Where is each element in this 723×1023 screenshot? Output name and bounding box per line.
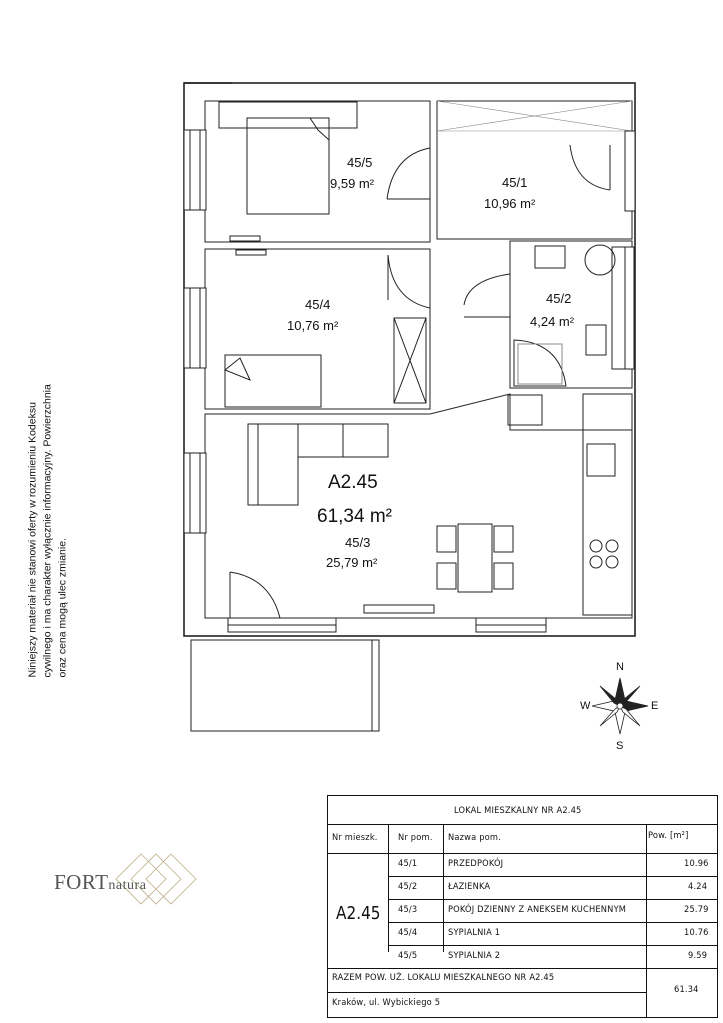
compass-west-label: W [580,700,591,712]
compass-south-label: S [616,740,624,752]
room-45-3-outline [205,394,632,618]
table-title: LOKAL MIESZKALNY NR A2.45 [454,806,582,816]
compass-east-label: E [651,700,659,712]
room-45-2-code: 45/2 [546,291,572,306]
room-area-table [327,795,718,1018]
row-area: 10.76 [684,928,709,938]
room-45-1-outline [437,101,632,239]
apartment-area: 61,34 m² [317,506,392,527]
compass-rose [592,678,648,734]
row-room-name: SYPIALNIA 1 [448,928,501,938]
room-45-3-area: 25,79 m² [326,555,378,570]
apartment-number-cell: A2.45 [336,903,381,924]
row-room-number: 45/3 [398,905,418,915]
logo-text-natura: natura [108,878,147,893]
room-45-1-code: 45/1 [502,175,528,190]
row-area: 9.59 [688,951,708,961]
disclaimer-line: Niniejszy materiał nie stanowi oferty w rozumieniu Kodeksu [26,402,39,678]
room-45-1-area: 10,96 m² [484,196,536,211]
row-room-number: 45/5 [398,951,418,961]
total-label: RAZEM POW. UŻ. LOKALU MIESZKALNEGO NR A2.45 [332,973,555,983]
compass-north-label: N [616,661,624,673]
total-value: 61.34 [674,985,699,995]
room-45-5-code: 45/5 [347,155,373,170]
fortnatura-logo [46,852,214,912]
disclaimer [26,318,71,678]
row-room-name: ŁAZIENKA [448,882,491,892]
logo-text-fort: FORT [54,870,109,894]
row-room-name: PRZEDPOKÓJ [448,859,504,869]
room-45-4-code: 45/4 [305,297,331,312]
row-room-number: 45/2 [398,882,418,892]
row-room-number: 45/1 [398,859,418,869]
room-45-5-area: 9,59 m² [330,176,375,191]
row-area: 10.96 [684,859,709,869]
room-45-2-area: 4,24 m² [530,314,575,329]
balcony [191,640,379,731]
room-45-3-code: 45/3 [345,535,371,550]
header-area: Pow. [m²] [648,831,689,841]
apartment-code: A2.45 [328,472,378,493]
row-area: 4.24 [688,882,708,892]
row-room-name: SYPIALNIA 2 [448,951,501,961]
row-room-name: POKÓJ DZIENNY Z ANEKSEM KUCHENNYM [448,905,627,915]
header-apt-number: Nr mieszk. [332,833,378,843]
disclaimer-line: cywilnego i ma charakter wyłącznie informacyjny. Powierzchnia [41,384,54,678]
row-area: 25.79 [684,905,709,915]
address: Kraków, ul. Wybickiego 5 [332,998,441,1008]
row-room-number: 45/4 [398,928,418,938]
disclaimer-line: oraz cena mogą ulec zmianie. [56,538,69,678]
header-room-name: Nazwa pom. [448,833,501,843]
room-45-4-area: 10,76 m² [287,318,339,333]
header-room-number: Nr pom. [398,833,433,843]
